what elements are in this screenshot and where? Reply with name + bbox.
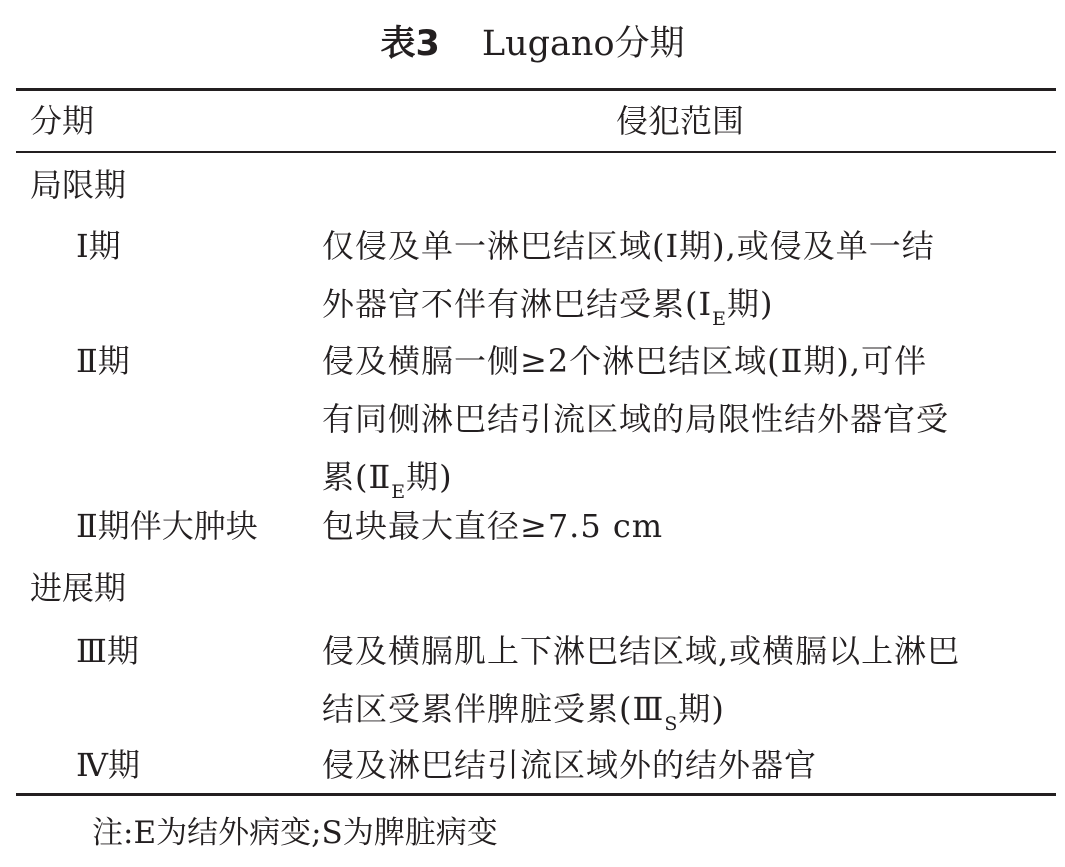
- description-line: 侵及淋巴结引流区域外的结外器官: [322, 746, 818, 784]
- subscript: E: [712, 308, 728, 330]
- description-line: 有同侧淋巴结引流区域的局限性结外器官受: [322, 400, 950, 438]
- stage-cell: Ⅰ期: [76, 227, 121, 265]
- stage-cell: Ⅲ期: [76, 632, 139, 670]
- description-line: 包块最大直径≥7.5 cm: [322, 507, 664, 545]
- group-label-limited: 局限期: [30, 166, 127, 204]
- group-label-advanced: 进展期: [30, 569, 127, 607]
- description-line: 侵及横膈一侧≥2个淋巴结区域(Ⅱ期),可伴: [322, 342, 928, 380]
- description-line: 仅侵及单一淋巴结区域(Ⅰ期),或侵及单一结: [322, 227, 935, 265]
- table-header-rule: [16, 151, 1056, 153]
- subscript: E: [391, 481, 407, 503]
- stage-cell: Ⅱ期伴大肿块: [76, 507, 258, 545]
- description-line: 侵及横膈肌上下淋巴结区域,或横膈以上淋巴: [322, 632, 961, 670]
- header-scope: 侵犯范围: [615, 102, 744, 140]
- table-title-text: Lugano分期: [481, 24, 685, 64]
- subscript: S: [664, 713, 679, 735]
- header-stage: 分期: [30, 102, 95, 140]
- table-number: 表3: [380, 24, 440, 64]
- stage-cell: Ⅳ期: [76, 746, 140, 784]
- description-cell: [322, 332, 1044, 506]
- description-line: 结区受累伴脾脏受累($Ⅲ_S$期): [322, 690, 725, 735]
- table-title: [0, 18, 1065, 70]
- description-line: 外器官不伴有淋巴结受累($Ⅰ_E$期): [322, 285, 774, 330]
- description-cell: [322, 622, 1044, 738]
- table-footnote: 注:E为结外病变;S为脾脏病变: [92, 815, 498, 851]
- table-top-rule: [16, 88, 1056, 91]
- stage-cell: Ⅱ期: [76, 342, 130, 380]
- table-bottom-rule: [16, 793, 1056, 796]
- description-cell: [322, 497, 1044, 555]
- description-cell: [322, 736, 1044, 794]
- description-cell: [322, 217, 1044, 333]
- description-line: 累($Ⅱ_E$期): [322, 458, 453, 503]
